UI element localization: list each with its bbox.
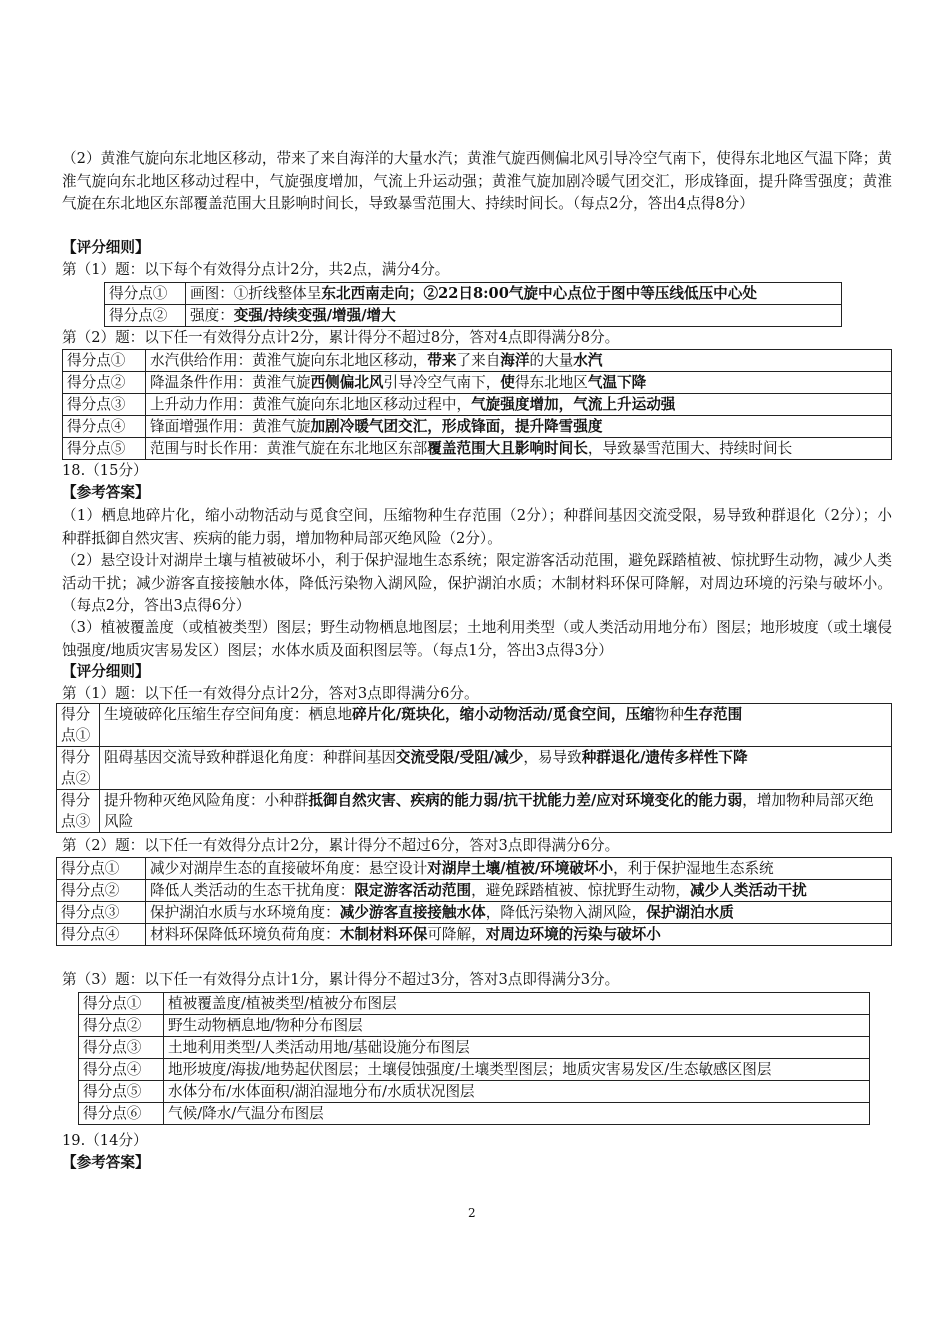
score-point-content: 土地利用类型/人类活动用地/基础设施分布图层	[164, 1037, 870, 1059]
score-point-content: 植被覆盖度/植被类型/植被分布图层	[164, 993, 870, 1015]
score-point-content: 上升动力作用：黄淮气旋向东北地区移动过程中，气旋强度增加，气流上升运动强	[146, 394, 892, 416]
score-point-label: 得分点③	[57, 902, 146, 924]
score-point-content: 水汽供给作用：黄淮气旋向东北地区移动，带来了来自海洋的大量水汽	[146, 350, 892, 372]
score-point-content: 阻碍基因交流导致种群退化角度：种群间基因交流受限/受阻/减少，易导致种群退化/遗传多样性下降	[100, 747, 892, 790]
q18-part3-intro: 第（3）题：以下任一有效得分点计1分，累计得分不超过3分，答对3点即得满分3分。	[62, 971, 620, 988]
score-point-label: 得分点④	[79, 1059, 164, 1081]
q18-part2-table	[56, 857, 892, 946]
table-row	[57, 747, 892, 790]
table-row	[57, 704, 892, 747]
table-row	[63, 416, 892, 438]
score-point-label: 得分点④	[63, 416, 146, 438]
table-row	[105, 283, 842, 305]
score-point-content: 提升物种灭绝风险角度：小种群抵御自然灾害、疾病的能力弱/抗干扰能力差/应对环境变化的能力弱，增加物种局部灭绝风险	[100, 790, 892, 833]
score-point-label: 得分点②	[105, 305, 186, 327]
q18-reference-heading: 【参考答案】	[62, 484, 150, 501]
table-row	[57, 790, 892, 833]
q18-part1-intro: 第（1）题：以下任一有效得分点计2分，答对3点即得满分6分。	[62, 685, 479, 702]
score-point-label: 得分点④	[57, 924, 146, 946]
q18-part3-table	[78, 992, 870, 1125]
score-point-label: 得分点②	[63, 372, 146, 394]
score-point-label: 得分点③	[79, 1037, 164, 1059]
q17-answer-2: （2）黄淮气旋向东北地区移动，带来了来自海洋的大量水汽；黄淮气旋西侧偏北风引导冷空气南下，使得东北地区气温下降；黄淮气旋向东北地区移动过程中，气旋强度增加，气流上升运动强；黄淮气旋加剧冷暖气团交汇，形成锋面，提升降雪强度；黄淮气旋在东北地区东部覆盖范围大且影响时间长，导致暴雪范围大、持续时间长。（每点2分，答出4点得8分）	[62, 150, 892, 213]
score-point-content: 保护湖泊水质与水环境角度：减少游客直接接触水体，降低污染物入湖风险，保护湖泊水质	[146, 902, 892, 924]
score-point-label: 得分点②	[57, 880, 146, 902]
score-point-content: 强度：变强/持续变强/增强/增大	[186, 305, 842, 327]
table-row	[63, 350, 892, 372]
score-point-content: 锋面增强作用：黄淮气旋加剧冷暖气团交汇，形成锋面，提升降雪强度	[146, 416, 892, 438]
score-point-content: 范围与时长作用：黄淮气旋在东北地区东部覆盖范围大且影响时间长，导致暴雪范围大、持续时间长	[146, 438, 892, 460]
table-row	[105, 305, 842, 327]
score-point-label: 得分点③	[63, 394, 146, 416]
score-point-label: 得分点②	[79, 1015, 164, 1037]
score-point-content: 降低人类活动的生态干扰角度：限定游客活动范围，避免踩踏植被、惊扰野生动物，减少人类活动干扰	[146, 880, 892, 902]
q18-answer-2: （2）悬空设计对湖岸土壤与植被破坏小，利于保护湿地生态系统；限定游客活动范围，避免踩踏植被、惊扰野生动物，减少人类活动干扰；减少游客直接接触水体，降低污染物入湖风险，保护湖泊水质；木制材料环保可降解，对周边环境的污染与破坏小。（每点2分，答出3点得6分）	[62, 552, 892, 615]
table-row	[57, 924, 892, 946]
table-row	[79, 1081, 870, 1103]
score-point-content: 生境破碎化压缩生存空间角度：栖息地碎片化/斑块化，缩小动物活动/觅食空间，压缩物种生存范围	[100, 704, 892, 747]
q18-title: 18.（15分）	[62, 462, 148, 479]
table-row	[79, 1037, 870, 1059]
score-point-label: 得分点①	[57, 704, 100, 747]
score-point-content: 野生动物栖息地/物种分布图层	[164, 1015, 870, 1037]
score-point-label: 得分点⑥	[79, 1103, 164, 1125]
table-row	[57, 858, 892, 880]
q17-part2-table	[62, 349, 892, 460]
score-point-label: 得分点⑤	[63, 438, 146, 460]
q17-rubric-heading: 【评分细则】	[62, 239, 150, 256]
table-row	[57, 880, 892, 902]
score-point-label: 得分点③	[57, 790, 100, 833]
table-row	[63, 372, 892, 394]
table-row	[79, 993, 870, 1015]
score-point-content: 画图：①折线整体呈东北西南走向；②22日8:00气旋中心点位于图中等压线低压中心处	[186, 283, 842, 305]
table-row	[63, 438, 892, 460]
score-point-label: 得分点①	[79, 993, 164, 1015]
table-row	[79, 1059, 870, 1081]
q18-answer-1: （1）栖息地碎片化，缩小动物活动与觅食空间，压缩物种生存范围（2分）；种群间基因交流受限，易导致种群退化（2分）；小种群抵御自然灾害、疾病的能力弱，增加物种局部灭绝风险（2分）。	[62, 507, 892, 547]
table-row	[79, 1015, 870, 1037]
q19-reference-heading: 【参考答案】	[62, 1154, 150, 1171]
score-point-content: 气候/降水/气温分布图层	[164, 1103, 870, 1125]
q18-part1-table	[56, 703, 892, 833]
score-point-label: 得分点⑤	[79, 1081, 164, 1103]
q17-part1-table	[104, 282, 842, 327]
score-point-content: 地形坡度/海拔/地势起伏图层；土壤侵蚀强度/土壤类型图层；地质灾害易发区/生态敏感区图层	[164, 1059, 870, 1081]
score-point-content: 材料环保降低环境负荷角度：木制材料环保可降解，对周边环境的污染与破坏小	[146, 924, 892, 946]
table-row	[63, 394, 892, 416]
table-row	[79, 1103, 870, 1125]
score-point-content: 减少对湖岸生态的直接破坏角度：悬空设计对湖岸土壤/植被/环境破坏小，利于保护湿地生态系统	[146, 858, 892, 880]
q18-rubric-heading: 【评分细则】	[62, 663, 150, 680]
score-point-label: 得分点②	[57, 747, 100, 790]
page-number: 2	[468, 1206, 476, 1220]
q19-title: 19.（14分）	[62, 1132, 148, 1149]
score-point-label: 得分点①	[63, 350, 146, 372]
q18-part2-intro: 第（2）题：以下任一有效得分点计2分，累计得分不超过6分，答对3点即得满分6分。	[62, 837, 620, 854]
table-row	[57, 902, 892, 924]
score-point-content: 水体分布/水体面积/湖泊湿地分布/水质状况图层	[164, 1081, 870, 1103]
score-point-content: 降温条件作用：黄淮气旋西侧偏北风引导冷空气南下，使得东北地区气温下降	[146, 372, 892, 394]
q17-part1-intro: 第（1）题：以下每个有效得分点计2分，共2点，满分4分。	[62, 261, 450, 278]
q18-answer-3: （3）植被覆盖度（或植被类型）图层；野生动物栖息地图层；土地利用类型（或人类活动用地分布）图层；地形坡度（或土壤侵蚀强度/地质灾害易发区）图层；水体水质及面积图层等。（每点1分，答出3点得3分）	[62, 619, 892, 659]
score-point-label: 得分点①	[105, 283, 186, 305]
score-point-label: 得分点①	[57, 858, 146, 880]
q17-part2-intro: 第（2）题：以下任一有效得分点计2分，累计得分不超过8分，答对4点即得满分8分。	[62, 329, 620, 346]
